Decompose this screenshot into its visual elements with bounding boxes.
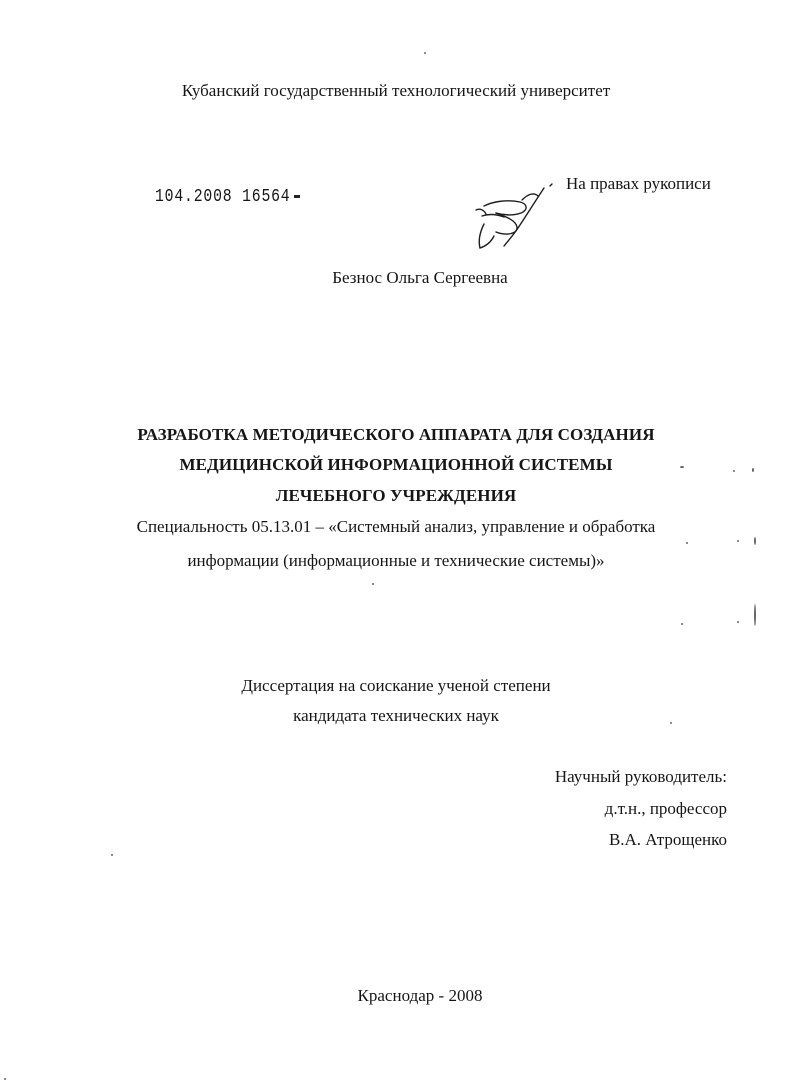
- scan-speck: [686, 542, 688, 544]
- title-line-1: РАЗРАБОТКА МЕТОДИЧЕСКОГО АППАРАТА ДЛЯ СОЗДАНИЯ: [137, 425, 655, 444]
- supervisor-name: В.А. Атрощенко: [608, 830, 727, 849]
- scan-speck: [372, 583, 374, 585]
- supervisor-degree: д.т.н., профессор: [604, 799, 727, 818]
- scan-speck: [680, 466, 684, 468]
- signature-image: [466, 180, 558, 256]
- scan-speck: [754, 604, 756, 626]
- degree-line-2: кандидата технических наук: [293, 706, 499, 725]
- scan-speck: [754, 537, 756, 545]
- registration-mark: [294, 195, 300, 198]
- manuscript-rights-note: На правах рукописи: [566, 174, 711, 193]
- scan-speck: [111, 854, 113, 856]
- university-name: Кубанский государственный технологический университет: [181, 81, 611, 100]
- scan-speck: [681, 623, 683, 625]
- place-and-year: Краснодар - 2008: [357, 986, 483, 1005]
- scan-speck: [670, 722, 672, 724]
- title-line-3: ЛЕЧЕБНОГО УЧРЕЖДЕНИЯ: [275, 486, 517, 505]
- title-line-2: МЕДИЦИНСКОЙ ИНФОРМАЦИОННОЙ СИСТЕМЫ: [179, 455, 613, 474]
- scan-speck: [752, 468, 754, 472]
- supervisor-label: Научный руководитель:: [554, 767, 727, 786]
- author-name: Безнос Ольга Сергеевна: [332, 268, 508, 287]
- scan-speck: [733, 470, 735, 472]
- scan-speck: [4, 1078, 6, 1080]
- degree-line-1: Диссертация на соискание ученой степени: [241, 676, 551, 695]
- specialty-line-2: информации (информационные и технические системы)»: [187, 551, 605, 570]
- scan-speck: [424, 52, 426, 54]
- scan-speck: [737, 540, 739, 542]
- scan-speck: [737, 621, 739, 623]
- specialty-line-1: Специальность 05.13.01 – «Системный анализ, управление и обработка: [136, 517, 656, 536]
- registration-number: 104.2008 16564: [155, 187, 291, 207]
